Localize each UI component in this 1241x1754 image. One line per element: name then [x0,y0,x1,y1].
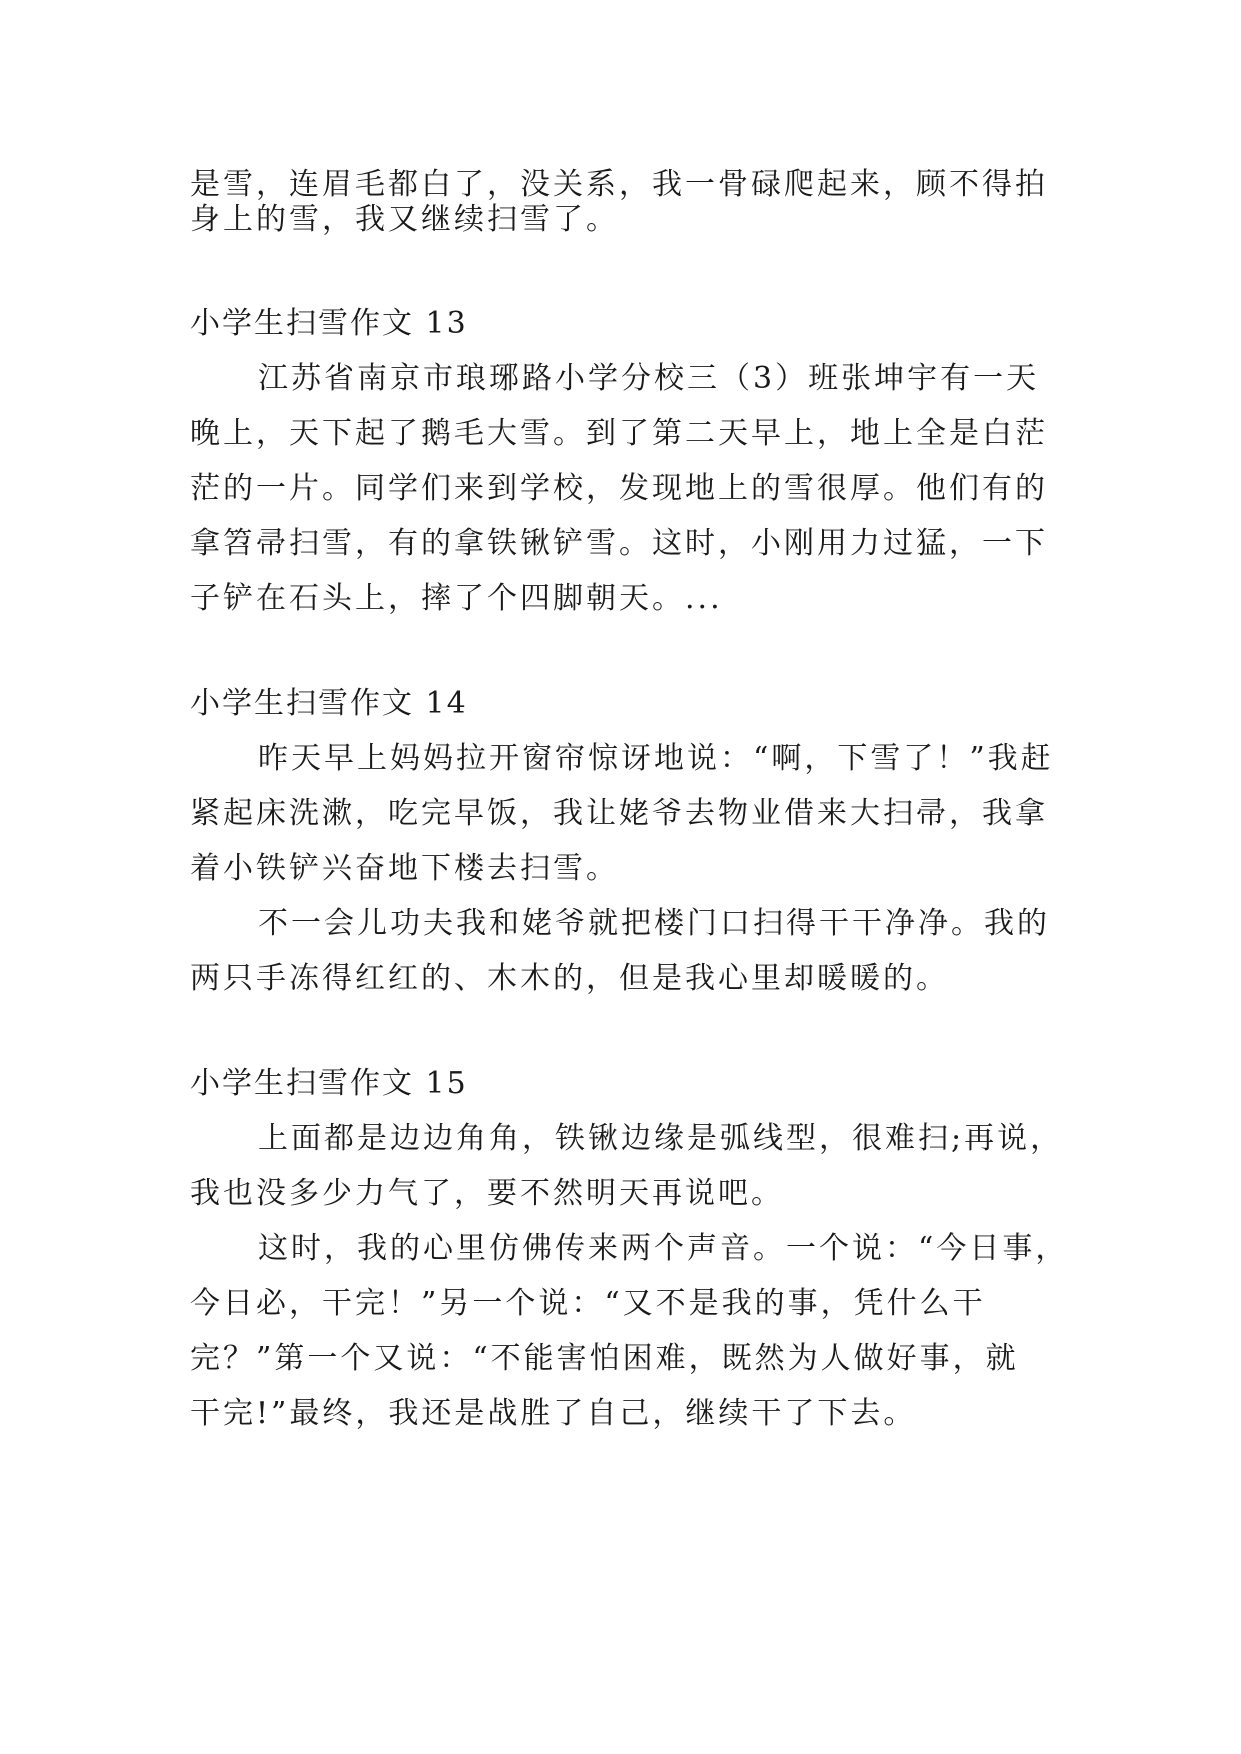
paragraph-line: 着小铁铲兴奋地下楼去扫雪。 [190,851,619,886]
paragraph-line: 这时，我的心里仿佛传来两个声音。一个说：“今日事， [258,1231,1069,1266]
paragraph-line: 子铲在石头上，摔了个四脚朝天。... [190,581,723,616]
section-title: 小学生扫雪作文 15 [190,1066,468,1101]
paragraph-line: 上面都是边边角角，铁锹边缘是弧线型，很难扫;再说， [258,1121,1064,1156]
paragraph-line: 晚上，天下起了鹅毛大雪。到了第二天早上，地上全是白茫 [190,416,1048,451]
paragraph-line: 紧起床洗漱，吃完早饭，我让姥爷去物业借来大扫帚，我拿 [190,796,1048,831]
paragraph-line: 今日必，干完！”另一个说：“又不是我的事，凭什么干 [190,1286,986,1321]
paragraph-line: 两只手冻得红红的、木木的，但是我心里却暖暖的。 [190,961,949,996]
paragraph-line: 不一会儿功夫我和姥爷就把楼门口扫得干干净净。我的 [258,906,1050,941]
paragraph-line: 是雪，连眉毛都白了，没关系，我一骨碌爬起来，顾不得拍 [190,167,1048,202]
section-title: 小学生扫雪作文 13 [190,306,468,341]
paragraph-line: 茫的一片。同学们来到学校，发现地上的雪很厚。他们有的 [190,471,1048,506]
paragraph-line: 拿笤帚扫雪，有的拿铁锹铲雪。这时，小刚用力过猛，一下 [190,526,1048,561]
paragraph-line: 身上的雪，我又继续扫雪了。 [190,202,619,237]
section-title: 小学生扫雪作文 14 [190,686,468,721]
paragraph-line: 昨天早上妈妈拉开窗帘惊讶地说：“啊，下雪了！”我赶 [258,741,1054,776]
paragraph-line: 干完!”最终，我还是战胜了自己，继续干了下去。 [190,1396,917,1431]
paragraph-line: 完？”第一个又说：“不能害怕困难，既然为人做好事，就 [190,1341,1019,1376]
paragraph-line: 我也没多少力气了，要不然明天再说吧。 [190,1176,784,1211]
paragraph-line: 江苏省南京市琅琊路小学分校三（3）班张坤宇有一天 [258,361,1040,396]
